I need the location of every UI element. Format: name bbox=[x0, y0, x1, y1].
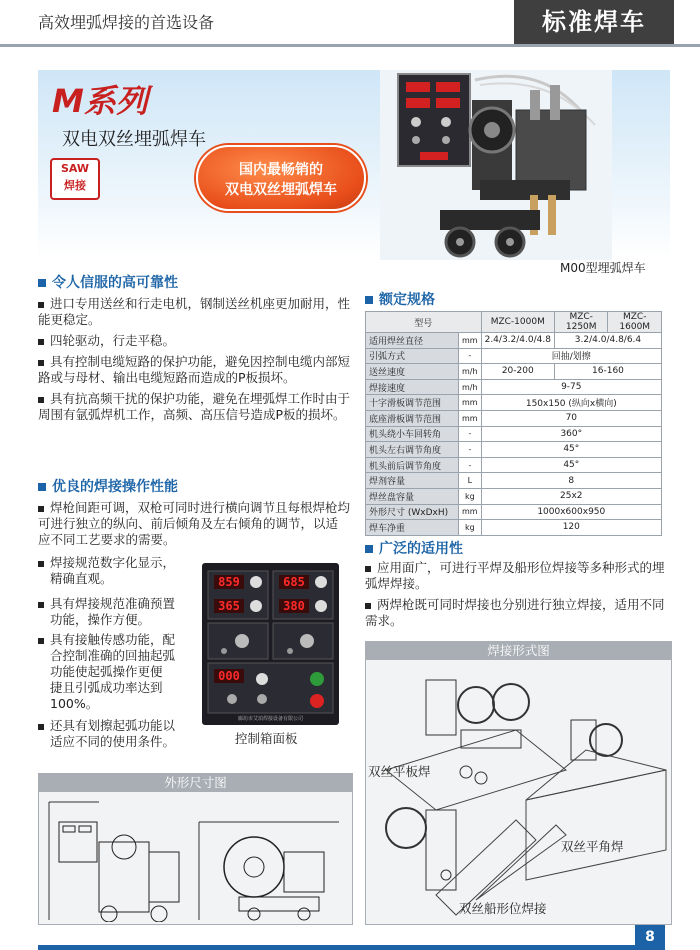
header-tagline: 高效埋弧焊接的首选设备 bbox=[38, 13, 215, 32]
bullet-icon bbox=[38, 302, 44, 308]
speed-display: 000 bbox=[218, 669, 240, 683]
promo-line2: 双电双丝埋弧焊车 bbox=[225, 182, 337, 198]
saw-badge bbox=[50, 158, 100, 200]
table-row: 机头左右调节角度 - 45° bbox=[366, 442, 662, 458]
dimensions-heading: 外形尺寸图 bbox=[39, 774, 352, 792]
welding-forms-illustration bbox=[366, 660, 671, 922]
page-number: 8 bbox=[635, 925, 665, 950]
application-heading: 广泛的适用性 bbox=[365, 538, 463, 558]
dimensions-drawing bbox=[39, 792, 352, 922]
square-bullet-icon bbox=[38, 279, 46, 287]
list-item: 焊枪间距可调，双枪可同时进行横向调节且每根焊枪均可进行独立的纵向、前后倾角及左右倾角的调节，以适应不同工艺要求的需要。 bbox=[38, 500, 351, 547]
square-bullet-icon bbox=[365, 296, 373, 304]
promo-badge bbox=[196, 145, 366, 211]
panel-caption: 控制箱面板 bbox=[235, 731, 298, 746]
table-row: 焊剂容量 L 8 bbox=[366, 473, 662, 489]
control-panel-photo bbox=[202, 563, 339, 725]
welding-forms-heading: 焊接形式图 bbox=[366, 642, 671, 660]
photo-caption: M00型埋弧焊车 bbox=[560, 261, 646, 275]
bullet-icon bbox=[38, 724, 44, 730]
list-item: 应用面广，可进行平焊及船形位焊接等多种形式的埋弧焊焊接。 bbox=[365, 560, 665, 591]
application-list bbox=[365, 560, 670, 629]
table-row: 机头绕小车回转角 - 360° bbox=[366, 426, 662, 442]
list-item: 进口专用送丝和行走电机，钢制送丝机座更加耐用，性能更稳定。 bbox=[38, 296, 351, 327]
bullet-icon bbox=[38, 561, 44, 567]
table-row: 焊接速度 m/h 9-75 bbox=[366, 379, 662, 395]
bullet-icon bbox=[365, 566, 371, 572]
specs-table bbox=[365, 311, 662, 536]
specs-heading: 额定规格 bbox=[365, 289, 435, 309]
list-item: 两焊枪既可同时焊接也分别进行独立焊接，适用不同需求。 bbox=[365, 597, 665, 628]
reliability-heading: 令人信服的高可靠性 bbox=[38, 272, 178, 292]
footer-divider bbox=[38, 945, 635, 950]
list-item: 具有焊接规范准确预置 功能，操作方便。 bbox=[38, 596, 198, 628]
bullet-icon bbox=[38, 638, 44, 644]
promo-line1: 国内最畅销的 bbox=[239, 162, 323, 178]
list-item: 具有抗高频干扰的保护功能，避免在埋弧焊工作时由于周围有氩弧焊机工作，高频、高压信号造成P板的损坏。 bbox=[38, 391, 351, 422]
header-category: 标准焊车 bbox=[514, 0, 674, 44]
bullet-icon bbox=[38, 339, 44, 345]
table-row: 送丝速度 m/h 20-200 16-160 bbox=[366, 364, 662, 380]
table-row: 机头前后调节角度 - 45° bbox=[366, 457, 662, 473]
bullet-icon bbox=[365, 603, 371, 609]
reliability-list bbox=[38, 296, 350, 423]
square-bullet-icon bbox=[38, 483, 46, 491]
table-row: 底座滑板调节范围 mm 70 bbox=[366, 410, 662, 426]
voltage-display-1: 365 bbox=[218, 599, 240, 613]
product-subtitle: 双电双丝埋弧焊车 bbox=[62, 129, 206, 150]
bullet-icon bbox=[38, 397, 44, 403]
list-item: 焊接规范数字化显示， 精确直观。 bbox=[38, 555, 198, 587]
saw-badge-line1: SAW bbox=[60, 162, 90, 175]
boat-weld-label: 双丝船形位焊接 bbox=[459, 901, 547, 916]
table-row: 适用焊丝直径 mm 2.4/3.2/4.0/4.8 3.2/4.0/4.8/6.4 bbox=[366, 333, 662, 349]
current-display-1: 859 bbox=[218, 575, 240, 589]
table-row: 焊丝盘容量 kg 25x2 bbox=[366, 488, 662, 504]
saw-badge-line2: 焊接 bbox=[64, 179, 86, 192]
current-display-2: 685 bbox=[283, 575, 305, 589]
list-item: 具有控制电缆短路的保护功能，避免因控制电缆内部短路或与母材、输出电缆短路而造成的P板损坏。 bbox=[38, 354, 351, 385]
bullet-icon bbox=[38, 360, 44, 366]
header-divider bbox=[0, 44, 700, 47]
voltage-display-2: 380 bbox=[283, 599, 305, 613]
operation-heading: 优良的焊接操作性能 bbox=[38, 476, 178, 496]
bullet-icon bbox=[38, 506, 44, 512]
table-row: 引弧方式 - 回抽/划擦 bbox=[366, 348, 662, 364]
welding-forms-box bbox=[365, 641, 672, 925]
series-title: M系列 bbox=[52, 82, 148, 120]
panel-maker-label: 廊坊市艾珀焊接设备有限公司 bbox=[237, 716, 303, 722]
table-row: 十字滑板调节范围 mm 150x150 (纵向x横向) bbox=[366, 395, 662, 411]
table-row: 型号 MZC-1000M MZC-1250M MZC-1600M bbox=[366, 312, 662, 333]
welding-tractor-photo bbox=[380, 70, 612, 260]
table-row: 外形尺寸 (WxDxH) mm 1000x600x950 bbox=[366, 504, 662, 520]
flat-weld-label: 双丝平板焊 bbox=[368, 764, 431, 779]
dimensions-box bbox=[38, 773, 353, 925]
list-item: 具有接触传感功能，配 合控制准确的回抽起弧 功能使起弧操作更便 捷且引弧成功率达到 100%。 bbox=[38, 632, 198, 712]
bullet-icon bbox=[38, 602, 44, 608]
fillet-weld-label: 双丝平角焊 bbox=[561, 839, 624, 854]
list-item: 还具有划擦起弧功能以 适应不同的使用条件。 bbox=[38, 718, 198, 750]
list-item: 四轮驱动，行走平稳。 bbox=[38, 333, 350, 349]
table-row: 焊车净重 kg 120 bbox=[366, 520, 662, 536]
square-bullet-icon bbox=[365, 545, 373, 553]
